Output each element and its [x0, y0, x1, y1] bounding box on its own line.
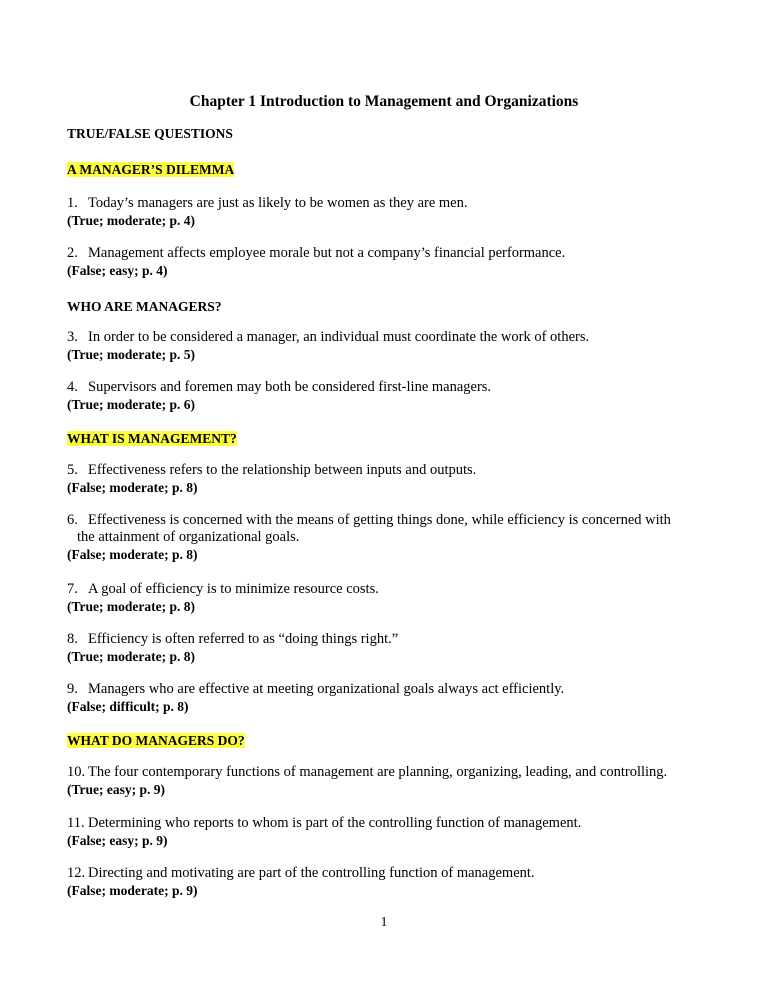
question-answer: (False; difficult; p. 8): [67, 699, 189, 714]
question-text: Managers who are effective at meeting organizational goals always act efficiently.: [88, 681, 565, 697]
heading-who-are-managers: WHO ARE MANAGERS?: [67, 299, 222, 314]
question-answer: (True; moderate; p. 6): [67, 397, 195, 412]
question-3: 3. In order to be considered a manager, an individual must coordinate the work of others. (True; moderate; p. 5): [67, 329, 707, 363]
question-answer: (True; moderate; p. 8): [67, 649, 195, 664]
question-1: 1. Today’s managers are just as likely to be women as they are men. (True; moderate; p. 4): [67, 195, 707, 229]
question-5: 5. Effectiveness refers to the relationship between inputs and outputs. (False; moderate; p. 8): [67, 462, 707, 496]
question-text: Effectiveness is concerned with the means of getting things done, while efficiency is concerned with: [88, 512, 671, 528]
question-answer: (True; moderate; p. 8): [67, 599, 195, 614]
question-answer: (False; easy; p. 9): [67, 833, 168, 848]
question-text: A goal of efficiency is to minimize resource costs.: [88, 581, 379, 597]
question-6: 6. Effectiveness is concerned with the means of getting things done, while efficiency is concerned with the attainment of organizational goals. (False; moderate; p. 8): [67, 512, 707, 563]
question-text: Supervisors and foremen may both be considered first-line managers.: [88, 379, 492, 395]
question-text: Directing and motivating are part of the controlling function of management.: [88, 865, 535, 881]
question-7: 7. A goal of efficiency is to minimize resource costs. (True; moderate; p. 8): [67, 581, 707, 615]
question-text: Today’s managers are just as likely to be women as they are men.: [88, 195, 468, 211]
question-11: 11. Determining who reports to whom is part of the controlling function of management. (False; easy; p. 9): [67, 815, 707, 849]
question-9: 9. Managers who are effective at meeting organizational goals always act efficiently. (False; difficult; p. 8): [67, 681, 707, 715]
section-title: TRUE/FALSE QUESTIONS: [67, 126, 233, 141]
question-answer: (True; moderate; p. 5): [67, 347, 195, 362]
question-2: 2. Management affects employee morale but not a company’s financial performance. (False; easy; p. 4): [67, 245, 707, 279]
question-4: 4. Supervisors and foremen may both be considered first-line managers. (True; moderate; p. 6): [67, 379, 707, 413]
question-text: Management affects employee morale but not a company’s financial performance.: [88, 245, 566, 261]
question-text: Effectiveness refers to the relationship between inputs and outputs.: [88, 462, 477, 478]
question-text: Determining who reports to whom is part of the controlling function of management.: [88, 815, 582, 831]
question-answer: (False; easy; p. 4): [67, 263, 168, 278]
question-answer: (True; easy; p. 9): [67, 782, 165, 797]
question-answer: (True; moderate; p. 4): [67, 213, 195, 228]
page-number: 1: [380, 914, 388, 929]
question-text: The four contemporary functions of management are planning, organizing, leading, and controlling.: [88, 764, 668, 780]
question-text-continued: the attainment of organizational goals.: [77, 529, 300, 545]
question-text: In order to be considered a manager, an individual must coordinate the work of others.: [88, 329, 590, 345]
question-text: Efficiency is often referred to as “doing things right.”: [88, 631, 399, 647]
question-12: 12. Directing and motivating are part of the controlling function of management. (False; moderate; p. 9): [67, 865, 707, 899]
heading-what-do-managers-do: WHAT DO MANAGERS DO?: [67, 733, 245, 748]
question-answer: (False; moderate; p. 8): [67, 480, 198, 495]
heading-what-is-management: WHAT IS MANAGEMENT?: [67, 431, 237, 446]
question-answer: (False; moderate; p. 8): [67, 547, 198, 562]
question-10: 10. The four contemporary functions of management are planning, organizing, leading, and controlling. (True; easy; p. 9): [67, 764, 707, 798]
page-title: Chapter 1 Introduction to Management and Organizations: [189, 93, 579, 110]
heading-managers-dilemma: A MANAGER’S DILEMMA: [67, 162, 235, 177]
question-answer: (False; moderate; p. 9): [67, 883, 198, 898]
question-8: 8. Efficiency is often referred to as “doing things right.” (True; moderate; p. 8): [67, 631, 707, 665]
